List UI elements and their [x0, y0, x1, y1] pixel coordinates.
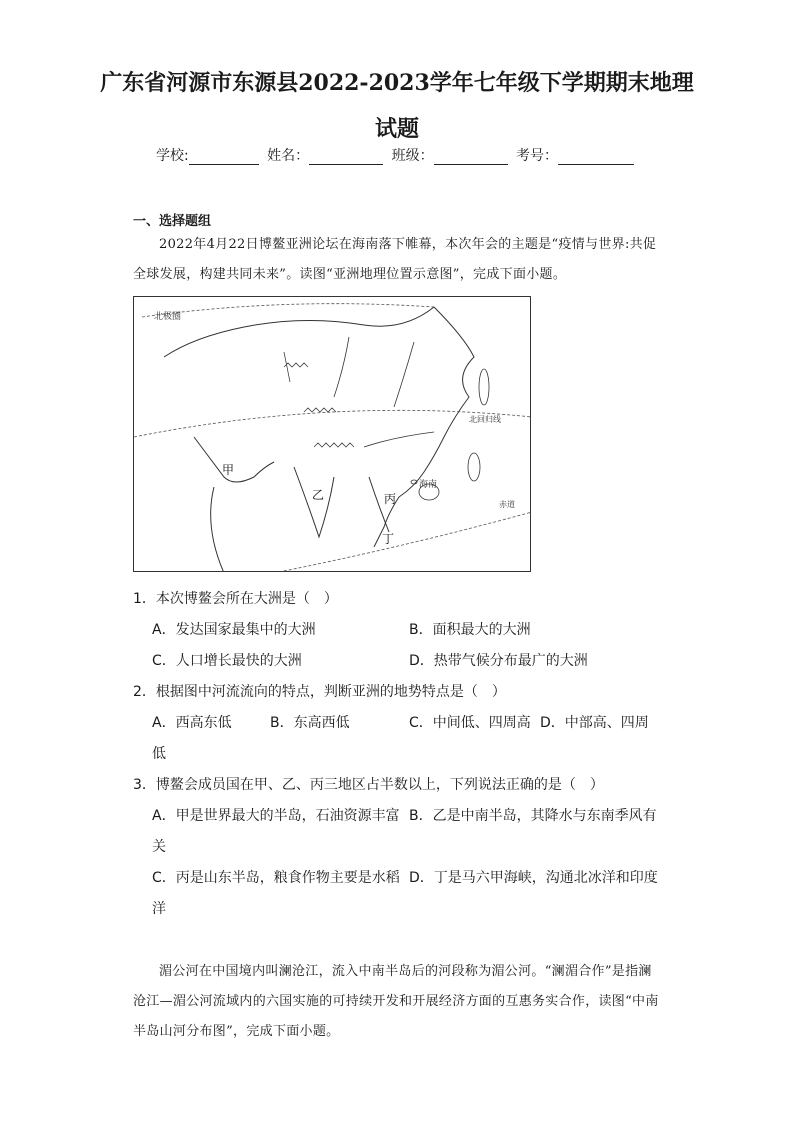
river-north-1	[334, 337, 349, 397]
tropic-label: 北回归线	[469, 415, 501, 424]
philippines-island	[468, 453, 480, 481]
section-heading: 一、选择题组	[133, 214, 212, 229]
mountain-marks-1	[284, 363, 308, 367]
mountain-marks-2	[304, 408, 336, 412]
class-label: 班级：	[391, 148, 434, 164]
region-bing-label: 丙	[384, 492, 397, 506]
question-2-option-b[interactable]: B．东高西低	[270, 715, 350, 731]
arctic-circle-line	[142, 304, 434, 317]
name-blank[interactable]	[309, 150, 383, 165]
question-1-option-c[interactable]: C．人口增长最快的大洲	[152, 653, 302, 669]
africa-coast	[211, 487, 224, 572]
river-east	[364, 432, 434, 447]
equator-label: 赤道	[499, 500, 515, 509]
name-label: 姓名：	[267, 148, 310, 164]
paper-title-line2: 试题	[374, 116, 419, 142]
asia-map-drawing	[134, 297, 531, 572]
question-3-option-b[interactable]: B．乙是中南半岛，其降水与东南季风有	[409, 808, 657, 824]
question-3-option-b-wrap: 关	[152, 839, 166, 855]
question-2-option-d-wrap: 低	[152, 746, 166, 762]
region-ding-label: 丁	[382, 532, 395, 546]
question-1-option-a[interactable]: A．发达国家最集中的大洲	[152, 622, 316, 638]
question-2-option-a[interactable]: A．西高东低	[152, 715, 232, 731]
arctic-label: 北极圈	[154, 312, 182, 322]
school-blank[interactable]	[189, 150, 259, 165]
school-label: 学校:	[155, 148, 189, 164]
question-2-option-d[interactable]: D．中部高、四周	[540, 715, 649, 731]
question-2-option-c[interactable]: C．中间低、四周高	[409, 715, 531, 731]
equator-line	[274, 512, 531, 572]
intro-paragraph-2: 湄公河在中国境内叫澜沧江，流入中南半岛后的河段称为湄公河。“澜湄合作”是指澜沧江—湄公河流域内的六国实施的可持续开发和开展经济方面的互惠务实合作，读图“中南半岛山河分布图”，完成下面小题。	[133, 964, 659, 1039]
india-coast	[294, 467, 334, 537]
question-2-stem: 2．根据图中河流流向的特点，判断亚洲的地势特点是（ ）	[133, 684, 506, 700]
question-1-stem: 1．本次博鳌会所在大洲是（ ）	[133, 591, 338, 607]
question-3-option-c[interactable]: C．丙是山东半岛，粮食作物主要是水稻	[152, 870, 400, 886]
mountain-marks-3	[314, 443, 354, 447]
intro-paragraph-1: 2022年4月22日博鳌亚洲论坛在海南落下帷幕，本次年会的主题是“疫情与世界:共促全球发展，构建共同未来”。读图“亚洲地理位置示意图”，完成下面小题。	[133, 237, 657, 282]
number-label: 考号：	[516, 148, 559, 164]
question-3-stem: 3．博鳌会成员国在甲、乙、丙三地区占半数以上，下列说法正确的是（ ）	[133, 777, 604, 793]
question-3-option-d[interactable]: D．丁是马六甲海峡，沟通北冰洋和印度	[409, 870, 658, 886]
question-1-option-b[interactable]: B．面积最大的大洲	[409, 622, 531, 638]
river-north-2	[394, 342, 414, 407]
student-info-row	[0, 145, 794, 165]
hainan-label: 海南	[419, 480, 438, 490]
region-jia-label: 甲	[222, 463, 235, 477]
question-3-option-a[interactable]: A．甲是世界最大的半岛，石油资源丰富	[152, 808, 400, 824]
paper-title-line1: 广东省河源市东源县2022-2023学年七年级下学期期末地理	[100, 70, 694, 96]
ural-marks	[284, 352, 290, 382]
question-1-option-d[interactable]: D．热带气候分布最广的大洲	[409, 653, 588, 669]
question-3-option-d-wrap: 洋	[152, 901, 166, 917]
region-yi-label: 乙	[312, 488, 325, 502]
class-blank[interactable]	[434, 150, 508, 165]
number-blank[interactable]	[558, 150, 634, 165]
asia-location-map	[133, 296, 531, 572]
japan-island	[479, 369, 489, 405]
